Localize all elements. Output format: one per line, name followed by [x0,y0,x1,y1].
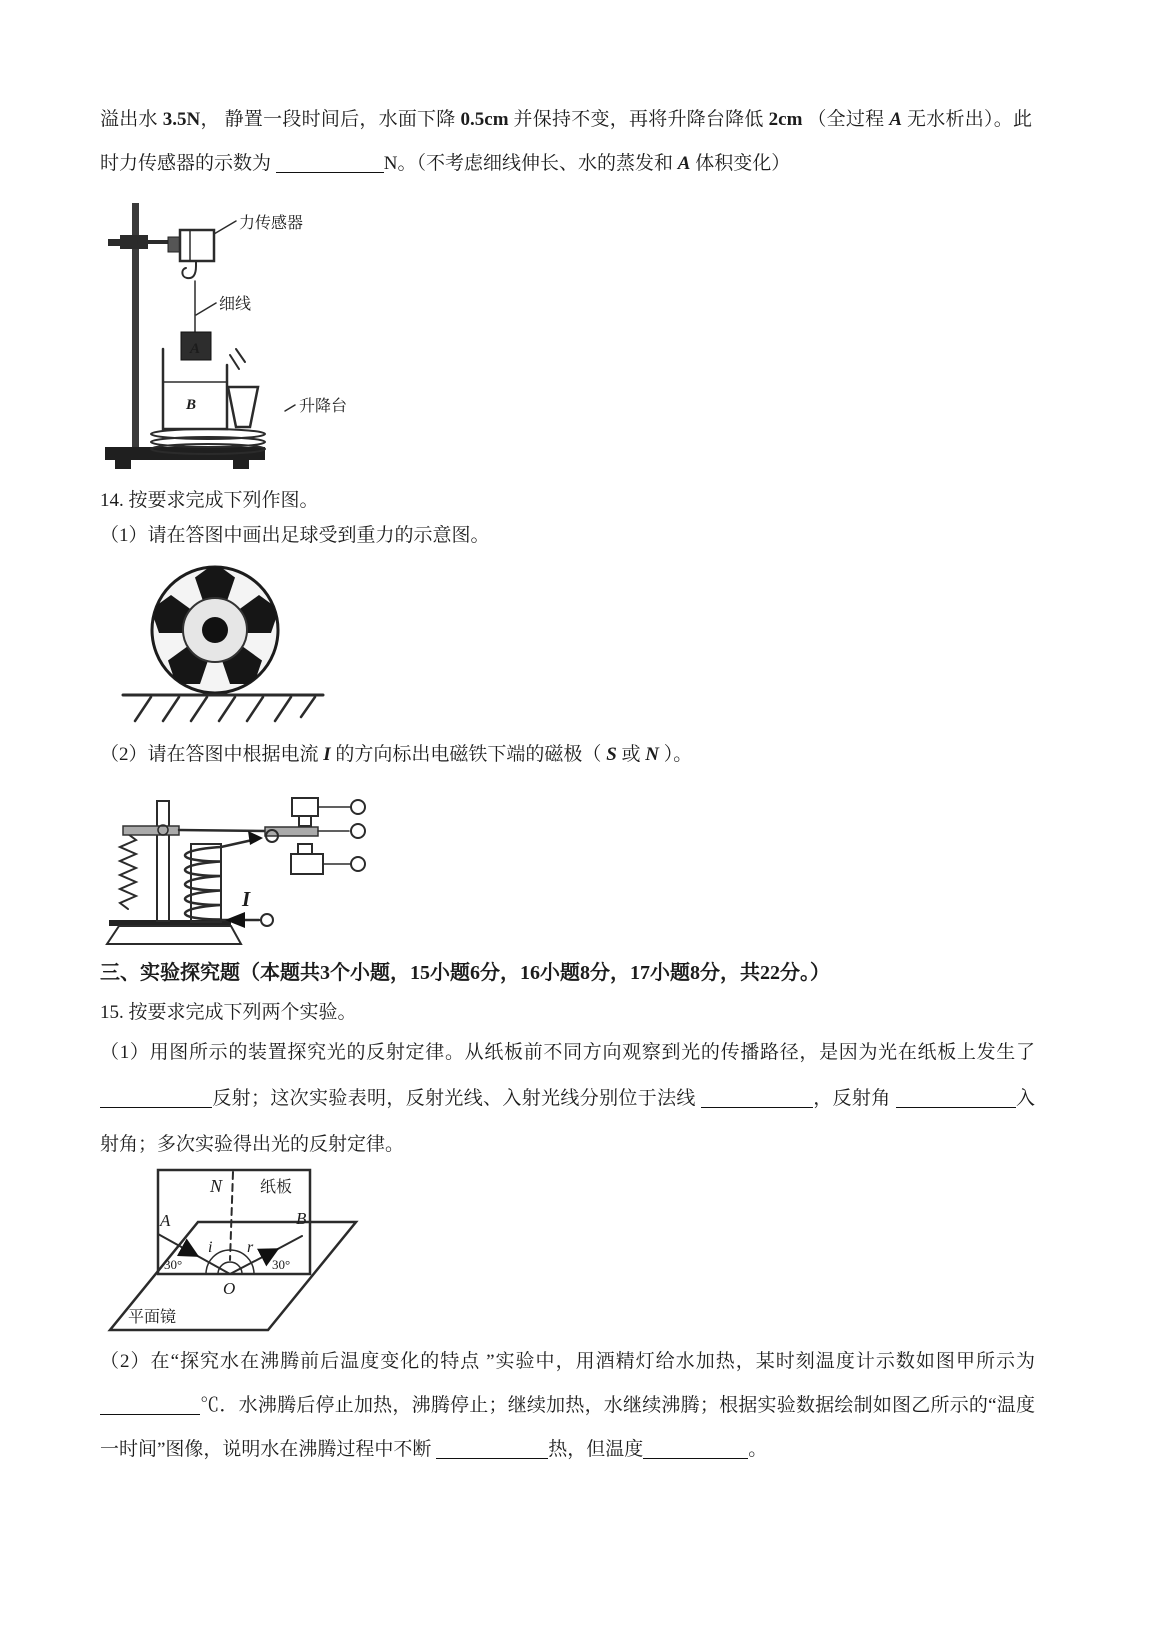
q13-text: 并保持不变，再将升降台降低 [508,109,769,130]
cup [228,387,258,427]
q13-text: N。（不考虑细线伸长、水的蒸发和 [383,153,678,174]
q13-symbol-a: A [889,109,903,130]
force-sensor-neck [168,237,180,252]
q13-value-05cm: 0.5cm [460,109,509,130]
q14-part1-text: （1）请在答图中画出足球受到重力的示意图。 [100,525,490,546]
answer-blank [643,1439,748,1459]
q15-title: 15. 按要求完成下列两个实验。 [100,1002,357,1023]
ball-center-dot [202,617,228,643]
q15-part2-seg: ℃．水沸腾后停止加热，沸腾停止；继续加热，水继续沸腾；根据实验数据绘制如图乙所示的“温度一时间”图像，说明水在沸腾过程中不断 [100,1395,1035,1460]
container-b-label: B [186,397,197,413]
q15-part1-seg: ，反射角 [812,1088,896,1109]
normal-line [230,1172,233,1260]
armature-bar [179,830,265,831]
incident-angle-symbol: i [208,1239,213,1256]
q13-paragraph [100,98,1032,186]
terminal-middle [351,824,365,838]
normal-label: N [210,1176,223,1196]
coil-terminal-bottom [261,914,273,926]
q15-part2-seg: （2）在“探究水在沸腾前后温度变化的特点 ”实验中，用酒精灯给水加热，某时刻温度计示数如图甲所示为 [100,1351,1035,1372]
answer-blank [896,1088,1016,1108]
q13-value-2cm: 2cm [768,109,803,130]
current-symbol: I [323,744,331,765]
q14-part2-text [100,742,692,768]
string-label: 细线 [219,296,252,313]
q14-soccer-ball-figure [115,545,375,730]
ground-hatching [135,697,315,721]
pivot-post [157,801,169,921]
section3-heading: 三、实验探究题（本题共3个小题，15小题6分，16小题8分，17小题8分，共22分。） [100,962,830,984]
q15-reflection-figure [100,1152,400,1342]
point-a-label: A [160,1211,171,1230]
board-label: 纸板 [260,1179,293,1196]
q14-part2-seg: ）。 [659,744,693,765]
answer-blank [701,1088,813,1108]
object-a-label: A [190,341,201,357]
s-pole-symbol: S [606,744,617,765]
q13-apparatus-figure [95,197,435,482]
current-label: I [242,887,251,911]
point-o-label: O [223,1279,236,1298]
force-sensor-label: 力传感器 [239,215,304,232]
q13-symbol-a: A [677,153,691,174]
upper-contact [292,798,318,816]
force-sensor-icon [180,230,214,261]
angle-left-label: 30° [164,1257,183,1272]
q15-part1-seg: 反射；这次实验表明，反射光线、入射光线分别位于法线 [212,1088,701,1109]
q13-text: 体积变化） [690,153,791,174]
q13-text: ， 静置一段时间后，水面下降 [200,109,461,130]
q13-text: （全过程 [802,109,890,130]
hook [182,261,196,278]
q15-part2-text [100,1340,1035,1472]
q14-title: 14. 按要求完成下列作图。 [100,490,319,511]
point-b-label: B [296,1209,307,1228]
iron-core [191,844,221,922]
q14-part2-seg: （2）请在答图中根据电流 [100,744,324,765]
lift-platform-label: 升降台 [299,398,348,415]
answer-blank [436,1439,548,1459]
q15-part1-text [100,1030,1035,1168]
mirror-label: 平面镜 [128,1309,177,1326]
q15-part2-seg: 热，但温度 [548,1439,644,1460]
lower-contact [291,854,323,874]
q14-part2-seg: 或 [616,744,646,765]
answer-blank [100,1088,212,1108]
q13-text: 无水析出）。此时力传感器的示数为 [100,109,1032,174]
answer-blank [276,153,384,173]
answer-blank [100,1395,200,1415]
n-pole-symbol: N [645,744,660,765]
spring [120,834,136,909]
q14-electromagnet-figure [95,768,395,953]
terminal-top [351,800,365,814]
terminal-bottom [351,857,365,871]
q14-part2-seg: 的方向标出电磁铁下端的磁极（ [330,744,607,765]
q15-part2-seg: 。 [748,1439,768,1460]
q15-part1-seg: 入射角；多次实验得出光的反射定律。 [100,1088,1035,1155]
container-b [163,349,227,429]
q13-value-35n: 3.5N [162,109,201,130]
angle-right-label: 30° [272,1257,291,1272]
q15-part1-seg: （1）用图所示的装置探究光的反射定律。从纸板前不同方向观察到光的传播路径，是因为光在纸板上发生了 [100,1042,1035,1063]
reflected-angle-symbol: r [247,1239,254,1256]
q13-text: 溢出水 [100,109,163,130]
